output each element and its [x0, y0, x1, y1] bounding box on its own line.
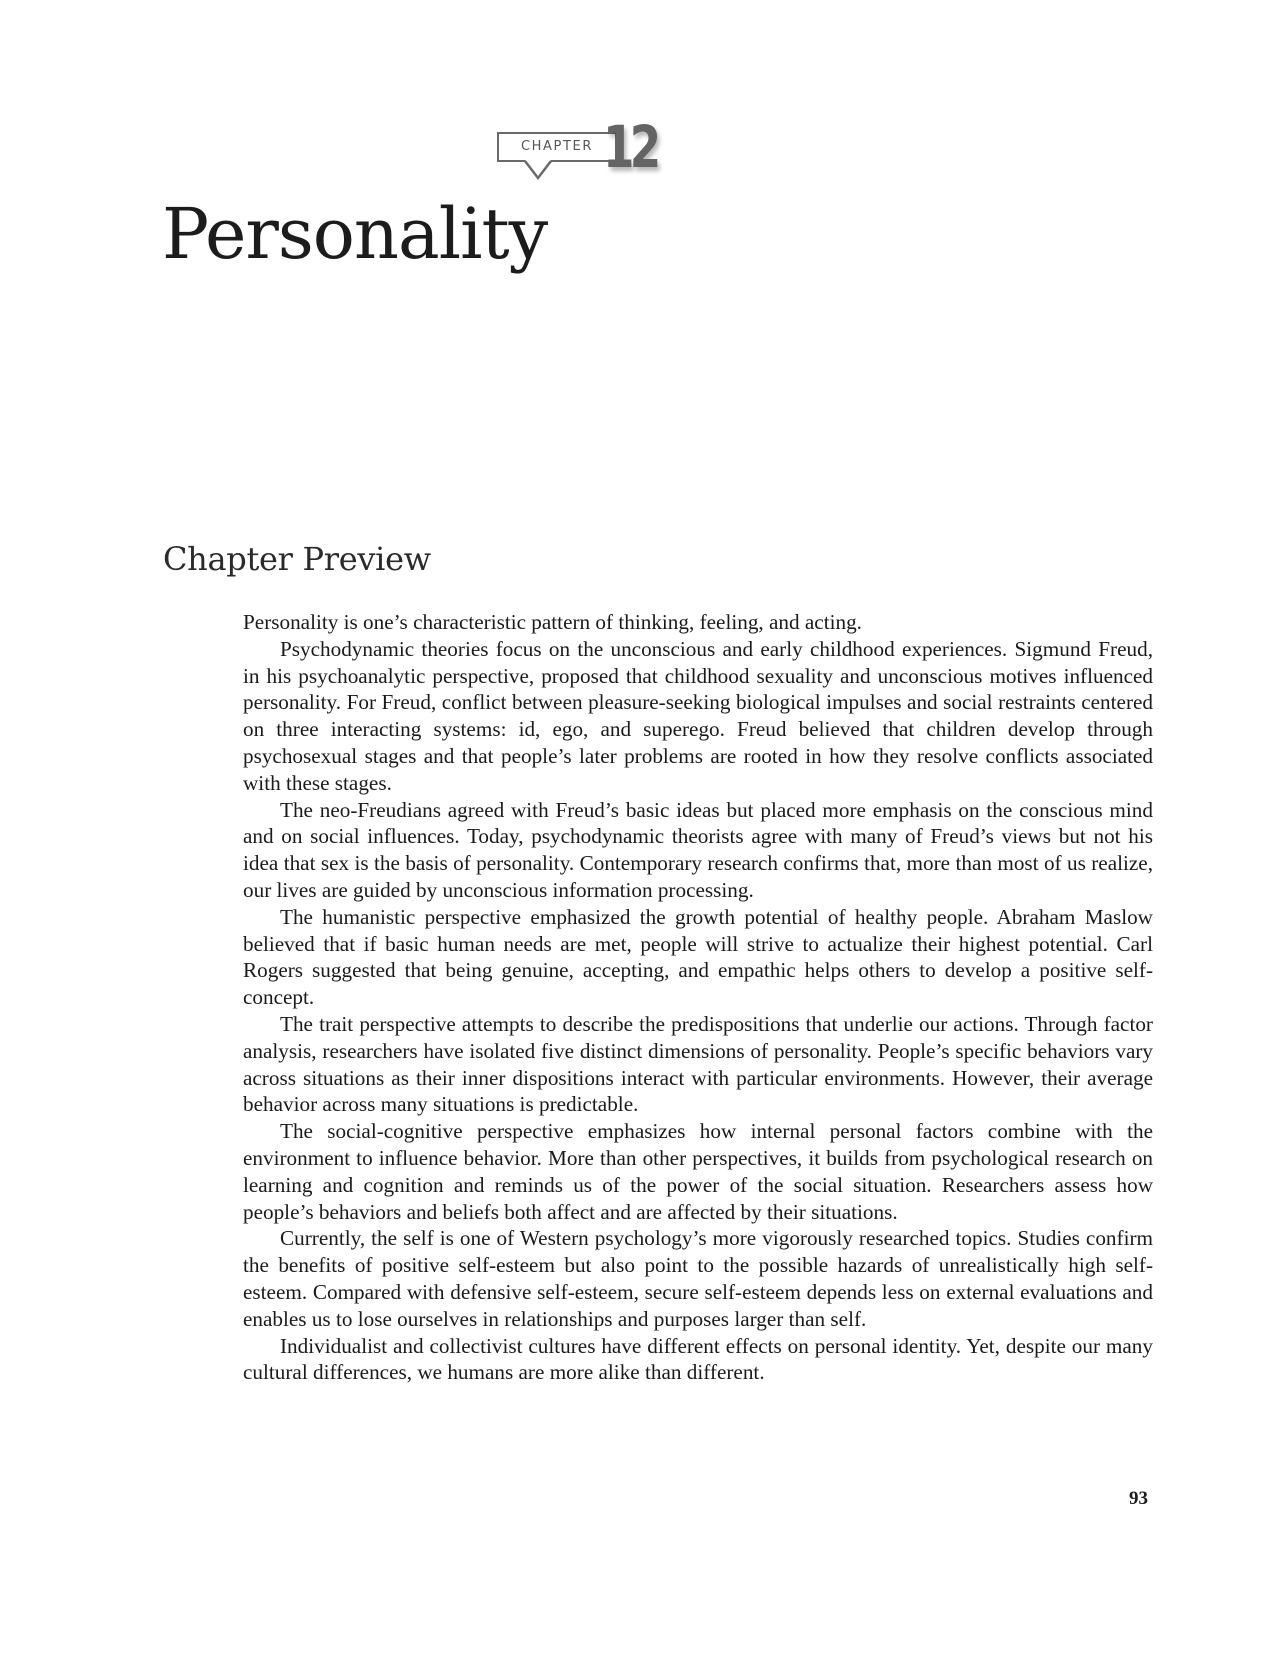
- page-number: 93: [1129, 1488, 1148, 1509]
- preview-paragraph: Psychodynamic theories focus on the unconscious and early childhood experiences. Sigmund Freud, in his psychoanalytic perspective, proposed that childhood sexuality and unconscious motives influenced personality. For Freud, conflict between pleasure-seeking biological impulses and social restraints centered on three interacting systems: id, ego, and superego. Freud believed that children develop through psychosexual stages and that people’s later problems are rooted in how they resolve conflicts associated with these stages.: [243, 636, 1153, 795]
- preview-paragraph: Individualist and collectivist cultures have different effects on personal identity. Yet, despite our many cultural differences, we humans are more alike than different.: [243, 1333, 1153, 1385]
- preview-paragraph: The neo-Freudians agreed with Freud’s basic ideas but placed more emphasis on the conscious mind and on social influences. Today, psychodynamic theorists agree with many of Freud’s views but not his idea that sex is the basis of personality. Contemporary research confirms that, more than most of us realize, our lives are guided by unconscious information processing.: [243, 797, 1153, 902]
- chapter-badge: [497, 113, 672, 190]
- chapter-preview-body: [243, 609, 1153, 1386]
- preview-paragraph: The trait perspective attempts to describe the predispositions that underlie our actions. Through factor analysis, researchers have isolated five distinct dimensions of personality. People’s specific behaviors vary across situations as their inner dispositions interact with particular environments. However, their average behavior across many situations is predictable.: [243, 1011, 1153, 1117]
- speech-pointer-icon: [523, 160, 553, 182]
- chapter-number: 12: [603, 113, 657, 181]
- section-heading: Chapter Preview: [163, 540, 431, 578]
- preview-paragraph: Personality is one’s characteristic pattern of thinking, feeling, and acting.: [243, 610, 862, 634]
- preview-paragraph: The social-cognitive perspective emphasizes how internal personal factors combine with the environment to influence behavior. More than other perspectives, it builds from psychological research on learning and cognition and reminds us of the power of the social situation. Researchers assess how people’s behaviors and beliefs both affect and are affected by their situations.: [243, 1119, 1153, 1224]
- preview-paragraph: Currently, the self is one of Western psychology’s more vigorously researched topics. Studies confirm the benefits of positive self-esteem but also point to the possible hazards of unrealistically high self-esteem. Compared with defensive self-esteem, secure self-esteem depends less on external evaluations and enables us to lose ourselves in relationships and purposes larger than self.: [243, 1226, 1153, 1331]
- chapter-label: CHAPTER: [521, 139, 593, 154]
- preview-paragraph: The humanistic perspective emphasized the growth potential of healthy people. Abraham Maslow believed that if basic human needs are met, people will strive to actualize their highest potential. Carl Rogers suggested that being genuine, accepting, and empathic helps others to develop a positive self-concept.: [243, 904, 1153, 1010]
- chapter-title: Personality: [162, 193, 548, 275]
